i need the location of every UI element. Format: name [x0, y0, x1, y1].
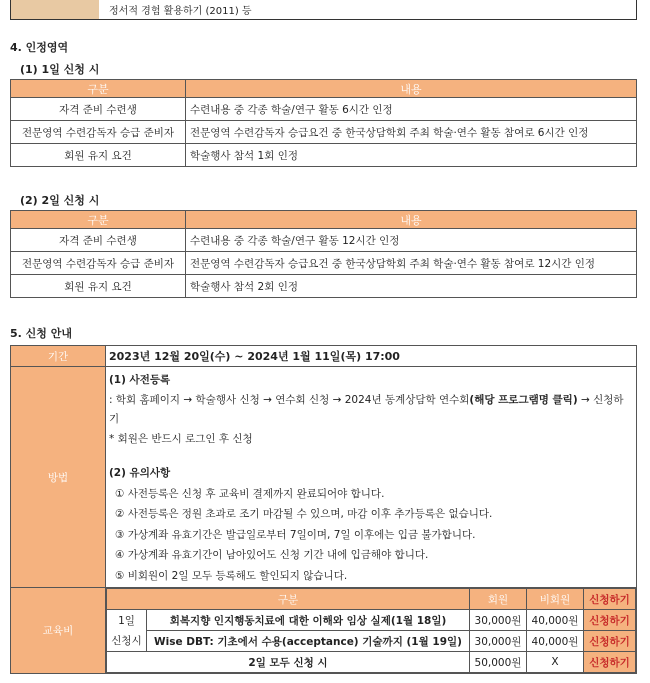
- previous-section-text: 정서적 경험 활용하기 (2011) 등: [109, 6, 252, 17]
- note-item: ⑤ 비회원이 2일 모두 등록해도 할인되지 않습니다.: [115, 569, 348, 582]
- col-header-content: 내용: [186, 211, 637, 229]
- section4-title: 4. 인정영역: [10, 41, 69, 54]
- note-item: ① 사전등록은 신청 후 교육비 결제까지 완료되어야 합니다.: [115, 487, 385, 500]
- day1-table: [10, 79, 637, 167]
- row-content: 전문영역 수련감독자 승급요건 중 한국상담학회 주최 학술·연수 활동 참여로 6시간 인정: [186, 121, 637, 144]
- login-note: * 회원은 반드시 로그인 후 신청: [109, 432, 253, 445]
- day1-subtitle: (1) 1일 신청 시: [20, 63, 100, 76]
- program-name: 회복지향 인지행동치료에 대한 이해와 임상 실제(1월 18일): [147, 610, 470, 631]
- row-category: 전문영역 수련감독자 승급 준비자: [11, 252, 186, 275]
- thumbnail-cell: [11, 0, 99, 19]
- table-row: [11, 144, 637, 167]
- nonmember-fee: 40,000원: [527, 631, 584, 652]
- member-fee: 30,000원: [470, 610, 527, 631]
- row-content: 수련내용 중 각종 학술/연구 활동 12시간 인정: [186, 229, 637, 252]
- table-row: [11, 229, 637, 252]
- apply-button[interactable]: 신청하기: [584, 610, 636, 631]
- table-row: [107, 610, 636, 631]
- fee-header-nonmember: 비회원: [527, 589, 584, 610]
- table-row: [107, 652, 636, 673]
- fee-header-apply: 신청하기: [584, 589, 636, 610]
- note-item: ② 사전등록은 정원 초과로 조기 마감될 수 있으며, 마감 이후 추가등록은 없습니다.: [115, 508, 493, 520]
- oneday-label-line1: 1일: [118, 614, 135, 627]
- section5-title: 5. 신청 안내: [10, 327, 72, 340]
- row-category: 회원 유지 요건: [11, 275, 186, 298]
- table-row: [11, 121, 637, 144]
- pre-registration-steps: [109, 391, 633, 429]
- fee-label: 교육비: [11, 588, 106, 674]
- method-label: 방법: [11, 367, 106, 588]
- row-content: 수련내용 중 각종 학술/연구 활동 6시간 인정: [186, 98, 637, 121]
- table-row: [11, 98, 637, 121]
- col-header-category: 구분: [11, 211, 186, 229]
- steps-text: : 학회 홈페이지 → 학술행사 신청 → 연수회 신청 → 2024년 동계상담학 연수회: [109, 393, 470, 406]
- row-content: 학술행사 참석 1회 인정: [186, 144, 637, 167]
- nonmember-fee: X: [527, 652, 584, 673]
- table-row: [11, 252, 637, 275]
- apply-button[interactable]: 신청하기: [584, 631, 636, 652]
- fee-header-member: 회원: [470, 589, 527, 610]
- table-row: [107, 631, 636, 652]
- nonmember-fee: 40,000원: [527, 610, 584, 631]
- note-item: ④ 가상계좌 유효기간이 남아있어도 신청 기간 내에 입금해야 합니다.: [115, 549, 429, 561]
- period-label: 기간: [11, 346, 106, 367]
- note-item: ③ 가상계좌 유효기간은 발급일로부터 7일이며, 7일 이후에는 입금 불가합니다.: [115, 528, 476, 541]
- steps-text-end: → 신청하기: [109, 393, 624, 425]
- previous-section-box: [10, 0, 637, 20]
- period-value: 2023년 12월 20일(수) ~ 2024년 1월 11일(목) 17:00: [106, 346, 637, 367]
- row-category: 전문영역 수련감독자 승급 준비자: [11, 121, 186, 144]
- program-name: Wise DBT: 기초에서 수용(acceptance) 기술까지 (1월 19일): [147, 631, 470, 652]
- day2-subtitle: (2) 2일 신청 시: [20, 194, 100, 207]
- apply-button[interactable]: 신청하기: [584, 652, 636, 673]
- program-click-link[interactable]: (해당 프로그램명 클릭): [469, 393, 578, 406]
- row-category: 자격 준비 수련생: [11, 98, 186, 121]
- application-table: [10, 345, 637, 674]
- both-days-label: 2일 모두 신청 시: [107, 652, 470, 673]
- row-content: 전문영역 수련감독자 승급요건 중 한국상담학회 주최 학술·연수 활동 참여로 12시간 인정: [186, 252, 637, 275]
- table-row: [11, 275, 637, 298]
- oneday-label: [107, 610, 147, 652]
- notes-title: (2) 유의사항: [109, 467, 171, 479]
- row-content: 학술행사 참석 2회 인정: [186, 275, 637, 298]
- pre-registration-title: (1) 사전등록: [109, 374, 171, 386]
- fee-table: [106, 588, 636, 673]
- member-fee: 50,000원: [470, 652, 527, 673]
- row-category: 회원 유지 요건: [11, 144, 186, 167]
- col-header-content: 내용: [186, 80, 637, 98]
- row-category: 자격 준비 수련생: [11, 229, 186, 252]
- fee-header-category: 구분: [107, 589, 470, 610]
- method-content: [106, 367, 637, 588]
- member-fee: 30,000원: [470, 631, 527, 652]
- day2-table: [10, 210, 637, 298]
- col-header-category: 구분: [11, 80, 186, 98]
- oneday-label-line2: 신청시: [111, 634, 142, 647]
